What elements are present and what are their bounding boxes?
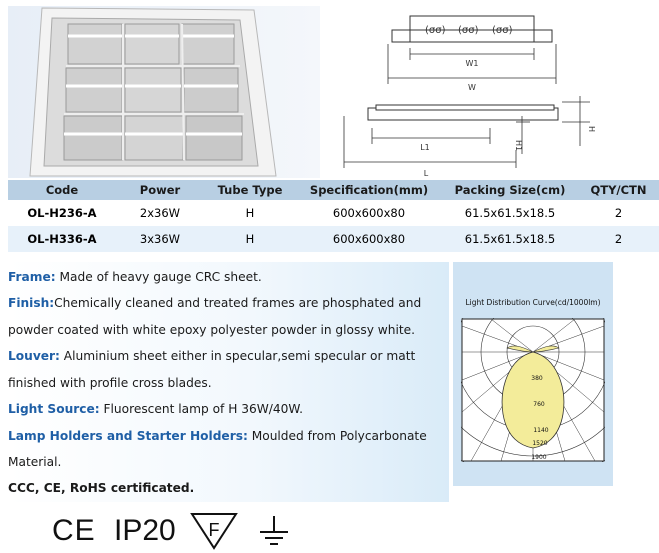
table-row [8,200,659,226]
light-source-text: Fluorescent lamp of H 36W/40W. [99,402,303,416]
holders-text-2: Material. [8,455,62,469]
svg-text:(σσ): (σσ) [492,25,513,36]
cell-specification: 600x600x80 [296,226,442,252]
certification-text: CCC, CE, RoHS certificated. [8,481,195,495]
cell-code: OL-H336-A [8,226,116,252]
finish-text-2: powder coated with white epoxy polyester powder in glossy white. [8,323,416,337]
col-code: Code [8,180,116,200]
cell-tube-type: H [204,200,296,226]
light-distribution-curve [453,262,613,486]
polar-plot [461,318,605,462]
product-photo [8,6,320,178]
dim-w-label: W [468,83,476,92]
spec-table [8,180,659,252]
col-packing-size: Packing Size(cm) [442,180,578,200]
finish-label: Finish: [8,296,55,310]
f-mark-icon [190,512,238,550]
holders-line-1 [8,429,427,443]
ring-label-760: 760 [533,401,545,408]
certification-marks [8,502,320,553]
louver-text-1: Aluminium sheet either in specular,semi specular or matt [59,349,416,363]
louver-text-2: finished with profile cross blades. [8,376,212,390]
holders-text-1: Moulded from Polycarbonate [247,429,427,443]
ring-label-1900: 1900 [531,454,547,461]
cell-qty: 2 [578,200,659,226]
technical-drawing [330,4,655,180]
ce-mark: CE [52,514,96,547]
finish-text-1: Chemically cleaned and treated frames are phosphated and [54,296,422,310]
cell-qty: 2 [578,226,659,252]
ring-label-1520: 1520 [532,440,548,447]
light-source-line [8,402,303,416]
frame-label: Frame: [8,270,56,284]
dim-l1-label: L1 [420,143,430,152]
cell-packing-size: 61.5x61.5x18.5 [442,226,578,252]
ground-symbol-icon [256,514,292,550]
cell-power: 2x36W [116,200,204,226]
col-specification: Specification(mm) [296,180,442,200]
ring-label-380: 380 [531,375,543,382]
col-qty: QTY/CTN [578,180,659,200]
holders-label: Lamp Holders and Starter Holders: [8,429,248,443]
frame-text: Made of heavy gauge CRC sheet. [55,270,262,284]
svg-text:(σσ): (σσ) [425,25,446,36]
ip20-mark: IP20 [114,514,176,547]
dim-w1-label: W1 [465,59,479,68]
cell-packing-size: 61.5x61.5x18.5 [442,200,578,226]
louver-label: Louver: [8,349,60,363]
description-block [8,262,449,502]
light-source-label: Light Source: [8,402,100,416]
louver-line-1 [8,349,415,363]
col-power: Power [116,180,204,200]
svg-text:(σσ): (σσ) [458,25,479,36]
cell-specification: 600x600x80 [296,200,442,226]
dim-h1-label: H1 [514,140,523,152]
cell-code: OL-H236-A [8,200,116,226]
dim-l-label: L [423,169,429,178]
dim-h-label: H [587,126,596,133]
curve-title: Light Distribution Curve(cd/1000lm) [465,298,601,307]
cell-power: 3x36W [116,226,204,252]
table-header-row [8,180,659,200]
table-row [8,226,659,252]
frame-line [8,270,262,284]
cell-tube-type: H [204,226,296,252]
f-mark-letter: F [208,520,220,540]
finish-line-1 [8,296,421,310]
ring-label-1140: 1140 [533,427,549,434]
col-tube-type: Tube Type [204,180,296,200]
